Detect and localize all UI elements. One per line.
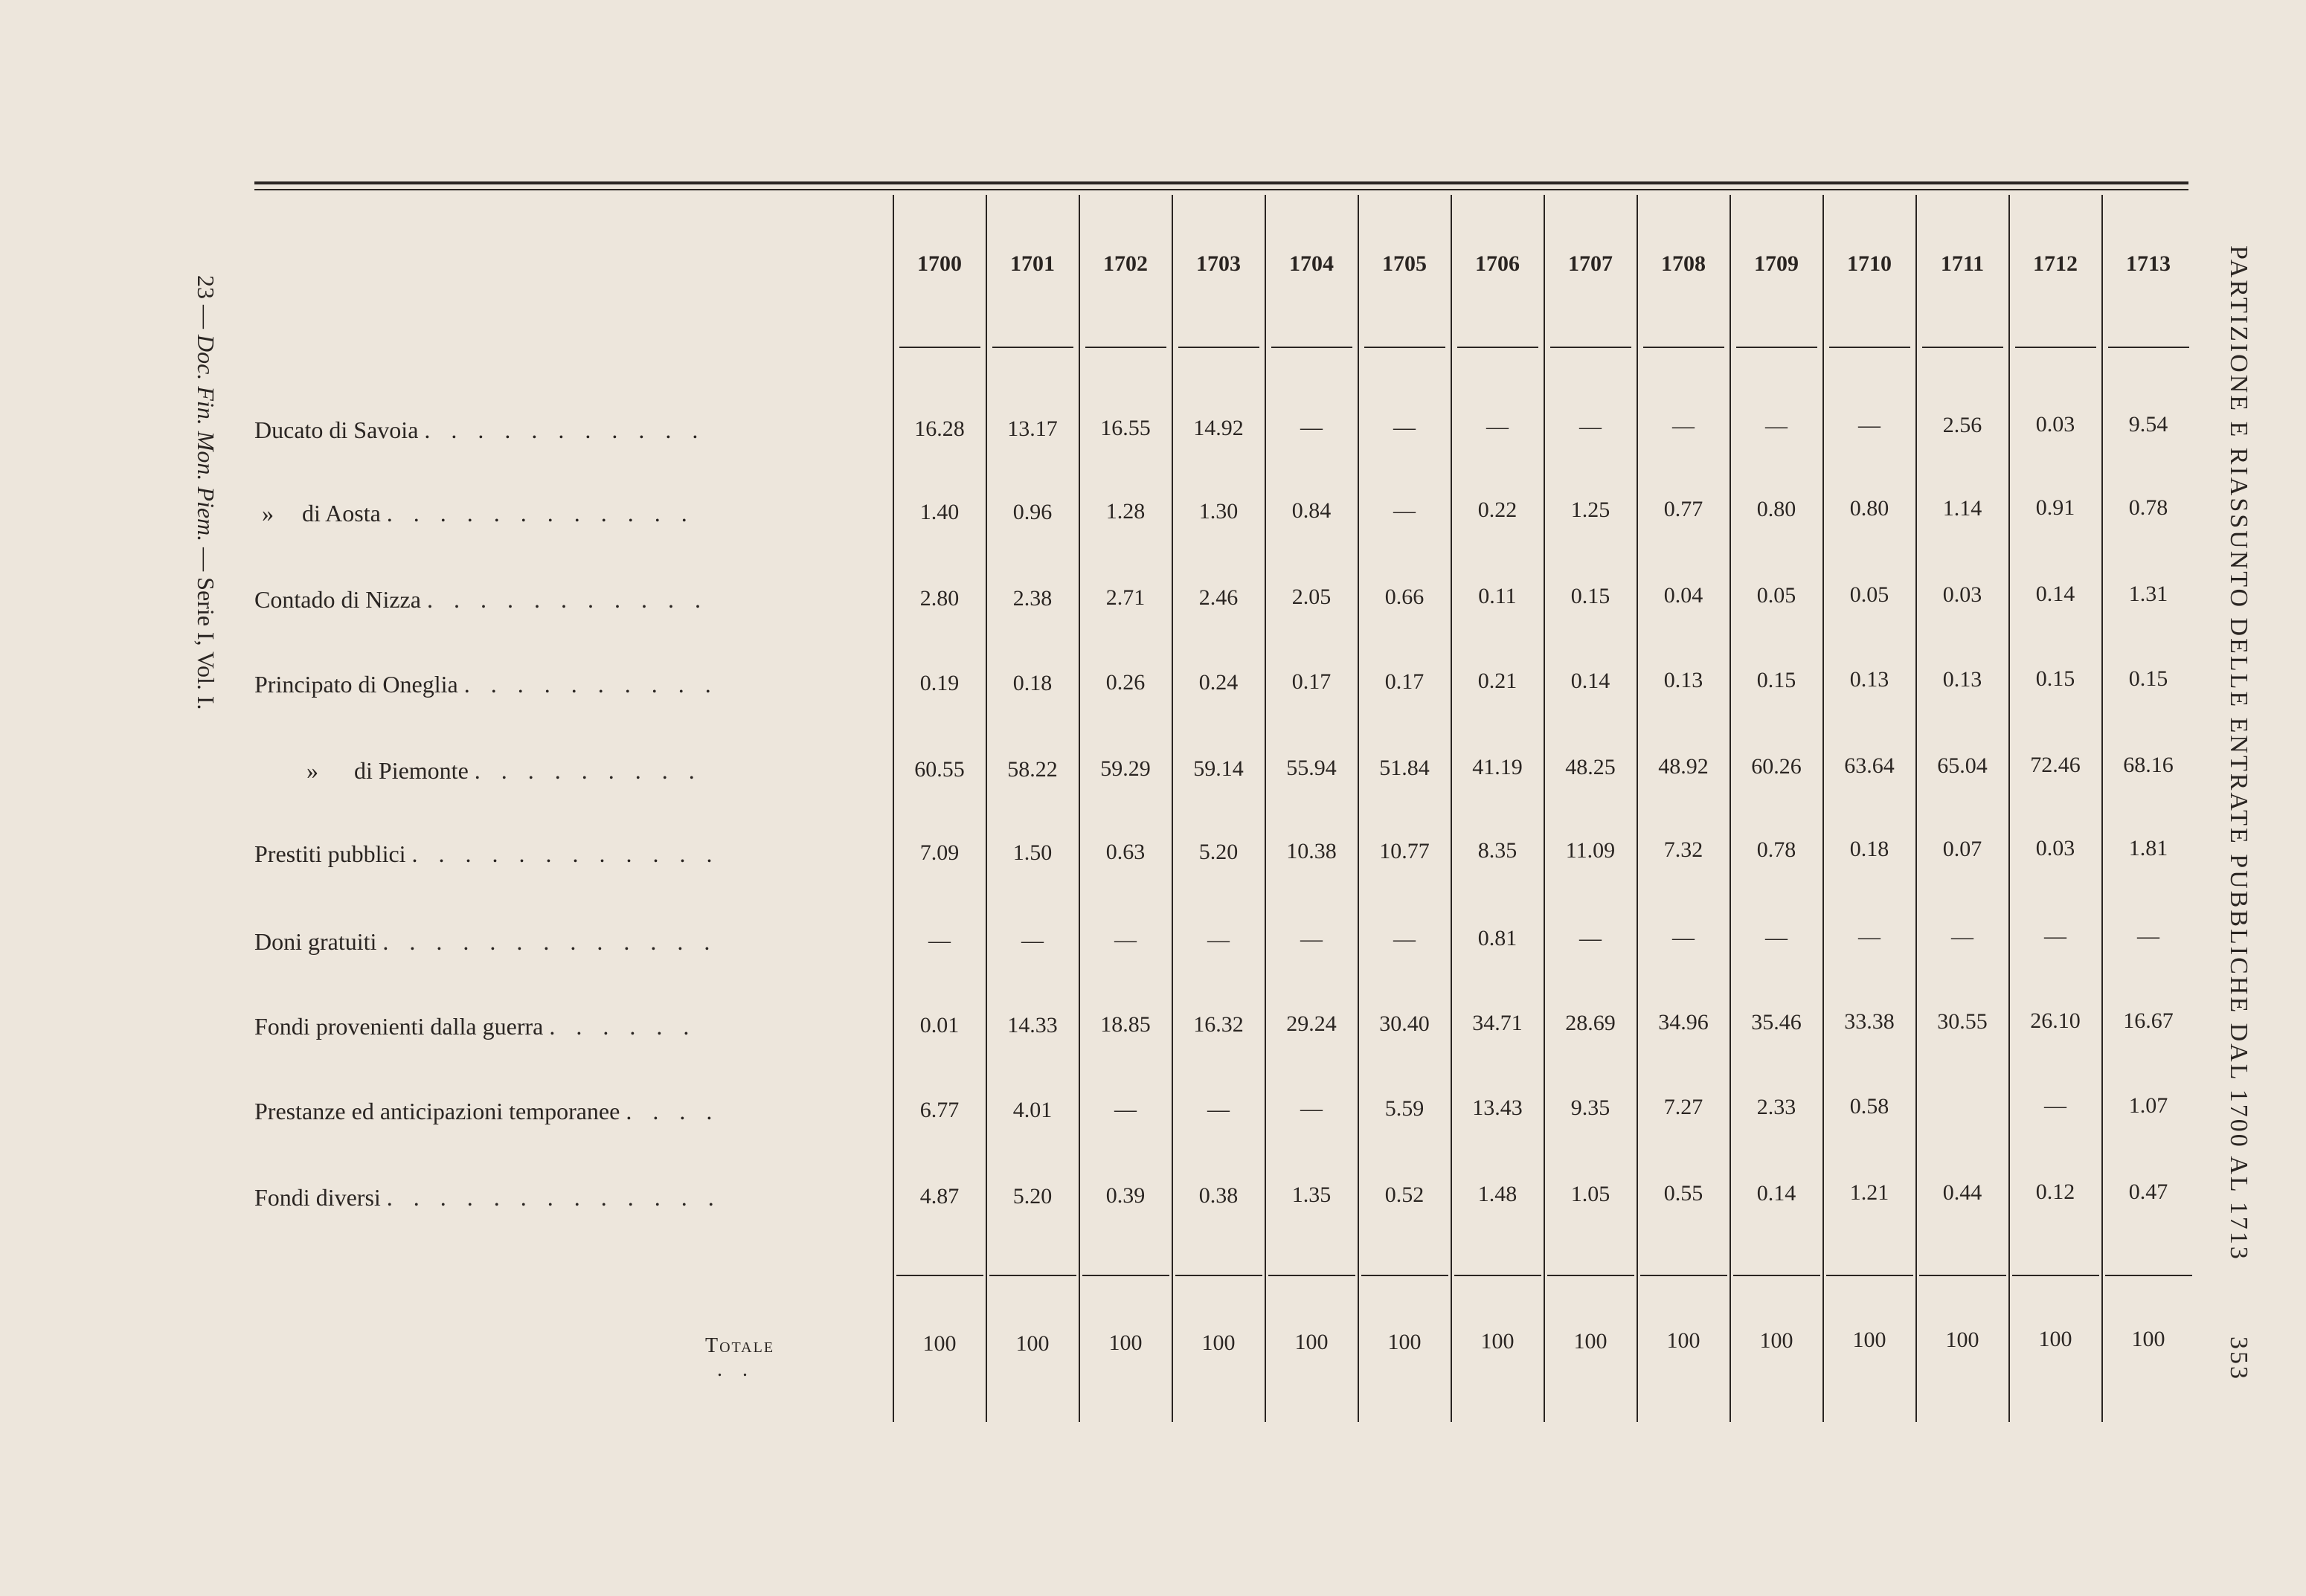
row-label [254, 416, 705, 444]
year-underline [1643, 347, 1724, 348]
year-underline [1085, 347, 1166, 348]
year-underline [1457, 347, 1538, 348]
leader-dots: . . . . [626, 1098, 720, 1124]
year-header: 1701 [1010, 251, 1055, 276]
total-cell: 100 [1480, 1329, 1515, 1354]
table-cell: — [1207, 927, 1230, 952]
table-cell: 1.35 [1291, 1182, 1332, 1207]
total-cell: 100 [1201, 1330, 1236, 1355]
table-cell: 2.56 [1942, 412, 1982, 437]
table-cell: 0.44 [1942, 1180, 1982, 1205]
table-cell: 0.11 [1478, 584, 1517, 608]
table-cell: 59.14 [1193, 756, 1244, 781]
table-cell: — [2137, 923, 2159, 948]
row-label [254, 757, 702, 785]
table-cell: — [1579, 925, 1602, 950]
table-cell: 0.80 [1849, 496, 1889, 521]
leader-dots: . . . . . . . . . . . . . [386, 1184, 722, 1211]
total-rule [1547, 1275, 1634, 1276]
total-rule [2105, 1275, 2192, 1276]
table-cell: — [1021, 927, 1044, 953]
table-cell: — [2044, 1093, 2066, 1118]
top-rule-thin [254, 189, 2188, 190]
table-cell: 2.46 [1198, 585, 1239, 610]
total-cell: 100 [1573, 1328, 1608, 1354]
table-cell: 0.05 [1756, 582, 1796, 608]
table-cell: 0.80 [1756, 496, 1796, 521]
total-cell: 100 [922, 1331, 957, 1356]
table-cell: 0.55 [1663, 1181, 1703, 1206]
table-cell: 0.17 [1384, 669, 1425, 694]
table-cell: — [1393, 926, 1416, 951]
row-label [254, 586, 708, 614]
year-underline [992, 347, 1073, 348]
table-cell: 72.46 [2030, 753, 2081, 777]
table-cell: 14.33 [1007, 1012, 1058, 1037]
table-cell: 0.01 [919, 1013, 960, 1037]
table-cell: 0.07 [1942, 836, 1982, 861]
total-rule [1175, 1275, 1262, 1276]
table-cell: 2.33 [1756, 1094, 1796, 1119]
table-cell: 9.35 [1570, 1095, 1610, 1120]
year-header: 1708 [1661, 251, 1706, 276]
table-cell: 1.25 [1570, 497, 1610, 522]
table-cell: 1.14 [1942, 495, 1982, 521]
table-cell: — [1951, 924, 1973, 949]
year-underline [1736, 347, 1817, 348]
column-divider [1451, 195, 1452, 1422]
row-label-text: di Aosta [302, 500, 387, 527]
total-label [705, 1334, 774, 1382]
table-cell: 0.13 [1942, 666, 1982, 692]
row-label-text: Doni gratuiti [254, 928, 383, 955]
table-cell: 0.18 [1012, 670, 1053, 695]
footer-dash-2: — [193, 547, 219, 572]
row-label-text: Prestanze ed anticipazioni temporanee [254, 1098, 626, 1124]
document-reference: Doc. Fin. Mon. Piem. [193, 335, 219, 542]
table-cell: — [1300, 415, 1323, 440]
table-cell: — [1765, 924, 1788, 950]
year-underline [1829, 347, 1910, 348]
table-cell: 4.87 [919, 1184, 960, 1209]
table-cell: 0.96 [1012, 499, 1053, 524]
table-cell: 0.14 [1570, 668, 1610, 693]
table-cell: 0.52 [1384, 1182, 1425, 1207]
table-cell: 0.05 [1849, 582, 1889, 607]
table-cell: 58.22 [1007, 756, 1058, 782]
table-cell: — [1114, 927, 1137, 952]
table-cell: 0.12 [2035, 1180, 2075, 1204]
column-divider [1172, 195, 1173, 1422]
table-cell: 30.55 [1937, 1008, 1988, 1034]
table-cell: 0.47 [2128, 1179, 2168, 1204]
total-cell: 100 [1015, 1330, 1050, 1356]
table-cell: 48.92 [1658, 754, 1709, 779]
ditto-mark: » [306, 757, 318, 784]
row-label-text: Ducato di Savoia [254, 416, 425, 443]
table-cell: — [1393, 414, 1416, 440]
year-header: 1712 [2033, 251, 2078, 276]
table-cell: 0.17 [1291, 669, 1332, 694]
table-cell: 0.26 [1105, 670, 1146, 695]
total-rule [1733, 1275, 1820, 1276]
table-cell: 2.38 [1012, 585, 1053, 611]
table-cell: 0.78 [1756, 837, 1796, 862]
table-cell: 16.67 [2123, 1008, 2174, 1033]
table-cell: 6.77 [919, 1098, 960, 1122]
table-cell: — [2044, 924, 2066, 948]
table-cell: 68.16 [2123, 752, 2174, 777]
total-rule [1361, 1275, 1448, 1276]
column-divider [893, 195, 894, 1422]
column-divider [1637, 195, 1638, 1422]
total-label-text: Totale [705, 1334, 775, 1357]
column-divider [2101, 195, 2103, 1422]
table-cell: 0.19 [919, 671, 960, 695]
table-cell: — [1300, 1096, 1323, 1121]
table-cell: 0.15 [2035, 666, 2075, 691]
table-cell: — [1672, 925, 1695, 950]
table-cell: — [1858, 413, 1881, 437]
year-header: 1710 [1847, 251, 1892, 276]
year-underline [2108, 347, 2189, 348]
table-cell: 0.03 [2035, 412, 2075, 437]
table-cell: — [1393, 498, 1416, 523]
signature-footer [192, 275, 219, 710]
table-cell: 13.17 [1007, 416, 1058, 441]
table-cell: 0.81 [1477, 926, 1517, 950]
table-cell: 1.31 [2128, 581, 2168, 606]
year-underline [1178, 347, 1259, 348]
table-cell: 1.21 [1849, 1180, 1889, 1205]
row-label-text: Fondi provenienti dalla guerra [254, 1013, 550, 1040]
table-cell: 0.18 [1849, 837, 1889, 861]
table-cell: 0.03 [1942, 582, 1982, 607]
table-cell: 16.55 [1100, 416, 1151, 440]
table-cell: 29.24 [1286, 1011, 1337, 1036]
row-label [254, 1184, 722, 1212]
year-header: 1700 [917, 251, 962, 276]
year-header: 1713 [2126, 251, 2171, 276]
row-label-text: Contado di Nizza [254, 586, 427, 613]
column-divider [1730, 195, 1731, 1422]
year-header: 1703 [1196, 251, 1241, 276]
total-rule [989, 1275, 1076, 1276]
table-cell: 0.63 [1105, 840, 1146, 864]
table-cell: 1.30 [1198, 498, 1239, 524]
table-cell: 0.14 [2035, 582, 2075, 606]
column-divider [1544, 195, 1545, 1422]
table-cell: 14.92 [1193, 415, 1244, 440]
row-label [254, 840, 720, 868]
column-divider [1822, 195, 1824, 1422]
year-header: 1709 [1754, 251, 1799, 276]
total-cell: 100 [2131, 1326, 2165, 1351]
table-cell: 0.13 [1663, 668, 1703, 692]
total-cell: 100 [1759, 1328, 1793, 1353]
table-cell: 13.43 [1472, 1095, 1523, 1120]
table-cell: 2.80 [919, 586, 960, 611]
column-divider [1358, 195, 1359, 1422]
total-rule [1826, 1275, 1913, 1276]
table-cell: 35.46 [1751, 1009, 1802, 1034]
table-cell: 16.32 [1193, 1011, 1244, 1037]
year-underline [1271, 347, 1352, 348]
table-cell: 34.71 [1472, 1011, 1523, 1035]
series-volume: Serie I, Vol. I. [193, 577, 219, 710]
table-cell: 0.84 [1291, 498, 1332, 523]
table-cell: 7.32 [1663, 837, 1703, 862]
table-cell: 33.38 [1844, 1009, 1895, 1034]
table-cell: 0.22 [1477, 498, 1517, 522]
table-cell: 18.85 [1100, 1012, 1151, 1037]
total-cell: 100 [1945, 1327, 1979, 1352]
leader-dots: . . . . . . . . . . . . [386, 500, 695, 527]
table-cell: 0.21 [1477, 669, 1517, 693]
total-cell: 100 [1852, 1328, 1886, 1352]
table-cell: 1.48 [1477, 1182, 1517, 1206]
column-divider [1915, 195, 1917, 1422]
year-underline [2015, 347, 2096, 348]
table-cell: 48.25 [1565, 754, 1616, 779]
table-cell: 60.26 [1751, 753, 1802, 779]
ditto-mark: » [262, 500, 274, 527]
row-label [254, 1013, 696, 1040]
total-cell: 100 [1294, 1330, 1329, 1354]
leader-dots: . . . . . . [549, 1013, 697, 1040]
table-cell: 34.96 [1658, 1010, 1709, 1034]
table-cell: 1.05 [1570, 1181, 1610, 1206]
table-cell: 0.24 [1198, 669, 1239, 695]
table-cell: 11.09 [1565, 837, 1616, 863]
row-label [254, 1098, 719, 1125]
table-cell: — [1486, 414, 1509, 439]
table-cell: 5.20 [1012, 1183, 1053, 1209]
column-divider [2008, 195, 2010, 1422]
row-label [254, 500, 695, 527]
signature-number: 23 [193, 275, 219, 299]
table-cell: 55.94 [1286, 756, 1337, 780]
table-cell: 0.66 [1384, 584, 1425, 609]
row-label-text: Principato di Oneglia [254, 671, 464, 698]
year-header: 1711 [1940, 251, 1985, 276]
year-header: 1702 [1103, 251, 1148, 276]
table-cell: — [1114, 1097, 1137, 1122]
total-rule [1454, 1275, 1541, 1276]
year-header: 1705 [1382, 251, 1427, 276]
table-cell: 0.03 [2035, 836, 2075, 860]
table-cell: — [1672, 414, 1695, 438]
table-cell: 2.71 [1105, 585, 1146, 610]
total-cell: 100 [1387, 1329, 1422, 1354]
table-cell: 28.69 [1565, 1010, 1616, 1035]
year-underline [899, 347, 980, 348]
table-cell: 65.04 [1937, 753, 1988, 778]
total-rule [1082, 1275, 1169, 1276]
table-cell: 41.19 [1472, 755, 1523, 779]
table-cell: 0.58 [1849, 1094, 1889, 1119]
total-rule [2012, 1275, 2099, 1276]
table-cell: 0.15 [1756, 667, 1796, 692]
leader-dots: . . . . . . . . . [474, 757, 702, 784]
total-cell: 100 [1666, 1328, 1700, 1353]
row-label-text: Fondi diversi [254, 1184, 387, 1211]
table-cell: — [1858, 924, 1881, 949]
year-header: 1707 [1568, 251, 1613, 276]
leader-dots: . . . . . . . . . . . [426, 586, 708, 613]
leader-dots: . . . . . . . . . . . [424, 416, 706, 443]
table-cell: 0.77 [1663, 497, 1703, 521]
leader-dots: . . . . . . . . . . . . [411, 840, 720, 867]
table-cell: — [928, 928, 951, 953]
total-rule [1268, 1275, 1355, 1276]
row-label-text: Prestiti pubblici [254, 840, 412, 867]
table-cell: 0.04 [1663, 583, 1703, 608]
table-cell: 9.54 [2128, 411, 2168, 437]
year-underline [1922, 347, 2003, 348]
table-cell: 8.35 [1477, 838, 1517, 863]
table-cell: 1.40 [919, 500, 960, 524]
row-label [254, 671, 719, 698]
table-cell: 7.27 [1663, 1095, 1703, 1119]
column-divider [986, 195, 987, 1422]
running-header [2224, 245, 2252, 1381]
year-underline [1364, 347, 1445, 348]
leader-dots: . . . . . . . . . . . . . [382, 928, 718, 955]
row-label [254, 928, 717, 956]
running-title: PARTIZIONE E RIASSUNTO DELLE ENTRATE PUBBLICHE DAL 1700 AL 1713 [2225, 245, 2252, 1261]
leader-dots: . . [717, 1358, 755, 1381]
table-cell: 0.14 [1756, 1180, 1796, 1206]
table-cell: — [1765, 413, 1788, 438]
leader-dots: . . . . . . . . . . [463, 671, 719, 698]
table-cell: 0.15 [2128, 666, 2168, 691]
total-cell: 100 [2038, 1327, 2072, 1351]
table-cell: 10.38 [1286, 839, 1337, 863]
table-cell: 1.81 [2128, 835, 2168, 860]
table-cell: 0.78 [2128, 495, 2168, 520]
table-cell: 1.50 [1012, 840, 1053, 865]
table-cell: 4.01 [1012, 1097, 1053, 1122]
page-number: 353 [2225, 1336, 2252, 1382]
table-cell: 63.64 [1844, 753, 1895, 778]
table-cell: 0.39 [1105, 1183, 1146, 1208]
table-cell: — [1207, 1096, 1230, 1122]
table-cell: — [1300, 927, 1323, 951]
table-cell: 0.15 [1570, 583, 1610, 608]
table-cell: — [1579, 414, 1602, 439]
column-divider [1265, 195, 1266, 1422]
year-underline [1550, 347, 1631, 348]
table-cell: 5.20 [1198, 839, 1239, 864]
row-label-text: di Piemonte [354, 757, 475, 784]
table-cell: 0.13 [1849, 667, 1889, 692]
year-header: 1706 [1475, 251, 1520, 276]
table-cell: 26.10 [2030, 1008, 2081, 1033]
table-cell: 10.77 [1379, 838, 1430, 863]
table-cell: 51.84 [1379, 755, 1430, 780]
table-cell: 60.55 [914, 757, 965, 782]
total-cell: 100 [1108, 1330, 1143, 1355]
table-cell: 1.28 [1105, 499, 1146, 524]
table-cell: 5.59 [1384, 1095, 1425, 1121]
top-rule-thick [254, 181, 2188, 184]
table-cell: 1.07 [2128, 1093, 2168, 1118]
total-rule [1640, 1275, 1727, 1276]
table-cell: 30.40 [1379, 1011, 1430, 1036]
table-cell: 16.28 [914, 416, 965, 441]
table-cell: 2.05 [1291, 585, 1332, 609]
total-rule [1919, 1275, 2006, 1276]
year-header: 1704 [1289, 251, 1334, 276]
table-cell: 7.09 [919, 840, 960, 865]
table-cell: 0.38 [1198, 1182, 1239, 1208]
table-cell: 59.29 [1100, 756, 1151, 781]
column-divider [1079, 195, 1080, 1422]
total-rule [896, 1275, 983, 1276]
footer-dash-1: — [193, 305, 219, 329]
table-cell: 0.91 [2035, 495, 2075, 520]
